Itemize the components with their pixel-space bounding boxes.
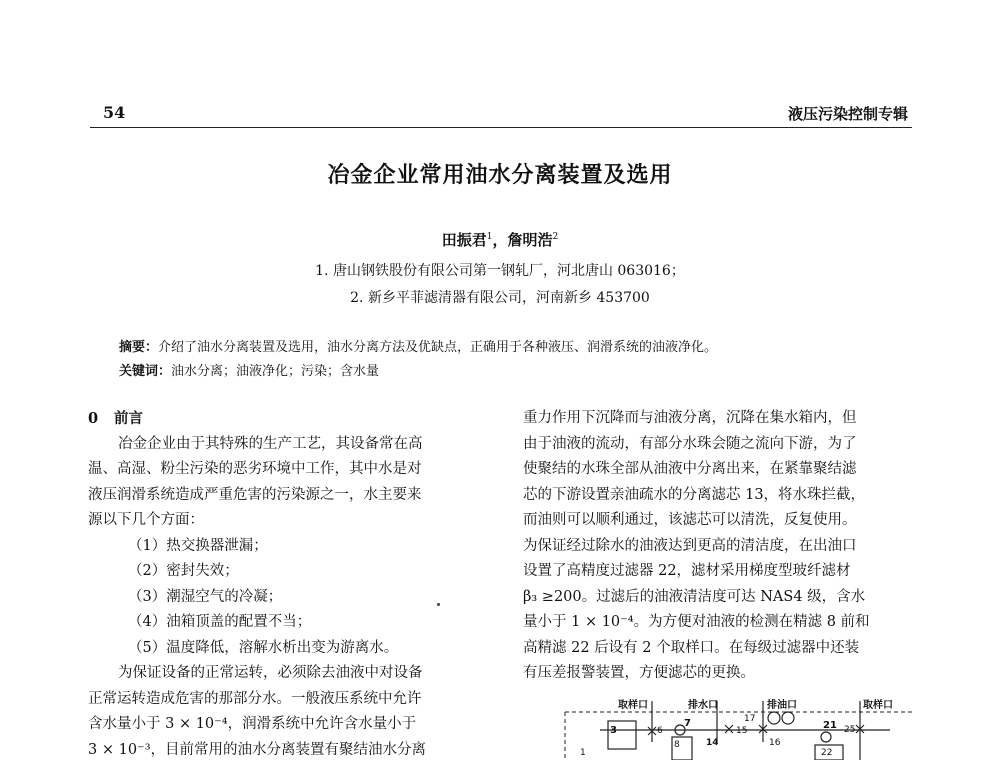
- journal-name: 液压污染控制专辑: [788, 103, 908, 124]
- paragraph-line: 为保证设备的正常运转，必须除去油液中对设备: [88, 661, 493, 687]
- abstract-label: 摘要：: [119, 340, 158, 355]
- abstract: [119, 336, 717, 355]
- list-item: （5）温度降低，溶解水析出变为游离水。: [88, 636, 493, 662]
- list-item: （1）热交换器泄漏；: [88, 534, 493, 560]
- check-valve-icon: [821, 732, 831, 742]
- author-separator: ，: [492, 231, 507, 249]
- paragraph-line: 为保证经过除水的油液达到更高的清洁度，在出油口: [523, 534, 918, 560]
- left-column: [88, 406, 493, 763]
- component-number: 25: [844, 725, 855, 735]
- paragraph-line: 量小于 1 × 10⁻⁴。为方便对油液的检测在精滤 8 前和: [523, 610, 918, 636]
- list-item: （4）油箱顶盖的配置不当；: [88, 610, 493, 636]
- affiliation-1: 1. 唐山钢铁股份有限公司第一钢轧厂，河北唐山 063016；: [0, 260, 1000, 280]
- affiliation-2: 2. 新乡平菲滤清器有限公司，河南新乡 453700: [0, 287, 1000, 307]
- component-number: 22: [821, 748, 832, 758]
- paragraph-line: β₃ ≥200。过滤后的油液清洁度可达 NAS4 级，含水: [523, 585, 918, 611]
- paragraph-line: 有压差报警装置，方便滤芯的更换。: [523, 661, 918, 687]
- paragraph-line: 使聚结的水珠全部从油液中分离出来，在紧靠聚结滤: [523, 457, 918, 483]
- section-title: 前言: [114, 410, 143, 427]
- component-number: 14: [706, 738, 719, 748]
- pump-icon: [768, 712, 780, 724]
- paragraph-line: 正常运转造成危害的那部分水。一般液压系统中允许: [88, 687, 493, 713]
- abstract-text: 介绍了油水分离装置及选用，油水分离方法及优缺点，正确用于各种液压、润滑系统的油液净化。: [158, 340, 717, 355]
- component-number: 7: [684, 718, 691, 729]
- paragraph-line: 重力作用下沉降而与油液分离，沉降在集水箱内，但: [523, 406, 918, 432]
- keywords-label: 关键词：: [119, 364, 171, 379]
- figure-label: 排水口: [687, 698, 718, 711]
- paragraph-line: 由于油液的流动，有部分水珠会随之流向下游，为了: [523, 432, 918, 458]
- list-item: （3）潮湿空气的冷凝；: [88, 585, 493, 611]
- component-number: 8: [674, 740, 680, 750]
- component-number: 1: [580, 748, 586, 758]
- paragraph-line: 高精滤 22 后设有 2 个取样口。在每级过滤器中还装: [523, 636, 918, 662]
- page-number: 54: [103, 103, 125, 122]
- paragraph-line: 含水量小于 3 × 10⁻⁴，润滑系统中允许含水量小于: [88, 712, 493, 738]
- keywords: [119, 360, 379, 379]
- figure-label: 取样口: [863, 698, 893, 711]
- list-item: （2）密封失效；: [88, 559, 493, 585]
- paragraph-line: 液压润滑系统造成严重危害的污染源之一，水主要来: [88, 483, 493, 509]
- separator-schematic-figure: [560, 697, 920, 760]
- paragraph-line: 源以下几个方面：: [88, 508, 493, 534]
- paragraph-line: 芯的下游设置亲油疏水的分离滤芯 13，将水珠拦截，: [523, 483, 918, 509]
- keywords-text: 油水分离；油液净化；污染；含水量: [171, 364, 379, 379]
- paragraph-line: 3 × 10⁻³，目前常用的油水分离装置有聚结油水分离: [88, 738, 493, 763]
- section-number: 0: [88, 406, 114, 432]
- author-name: 田振君: [442, 231, 487, 249]
- section-heading: [88, 406, 493, 432]
- component-number: 17: [744, 714, 755, 724]
- paragraph-line: 冶金企业由于其特殊的生产工艺，其设备常在高: [88, 432, 493, 458]
- header-rule: [90, 127, 912, 128]
- author-affil-mark: 2: [553, 232, 559, 242]
- right-column: [523, 406, 918, 687]
- figure-label: 排油口: [766, 698, 797, 711]
- component-number: 16: [769, 738, 781, 748]
- paragraph-line: 而油则可以顺利通过，该滤芯可以清洗，反复使用。: [523, 508, 918, 534]
- author-affil-mark: 1: [487, 232, 493, 242]
- component-number: 15: [736, 726, 747, 736]
- figure-label: 取样口: [618, 698, 648, 711]
- valve-icon: [725, 725, 733, 733]
- paragraph-line: 设置了高精度过滤器 22，滤材采用梯度型玻纤滤材: [523, 559, 918, 585]
- motor-icon: [782, 712, 794, 724]
- component-number: 21: [823, 720, 837, 731]
- component-number: 3: [610, 725, 617, 736]
- author-line: [0, 229, 1000, 250]
- print-speck: [437, 603, 440, 606]
- component-number: 6: [657, 726, 663, 736]
- author-name: 詹明浩: [508, 231, 553, 249]
- paragraph-line: 温、高湿、粉尘污染的恶劣环境中工作，其中水是对: [88, 457, 493, 483]
- paper-title: 冶金企业常用油水分离装置及选用: [0, 158, 1000, 189]
